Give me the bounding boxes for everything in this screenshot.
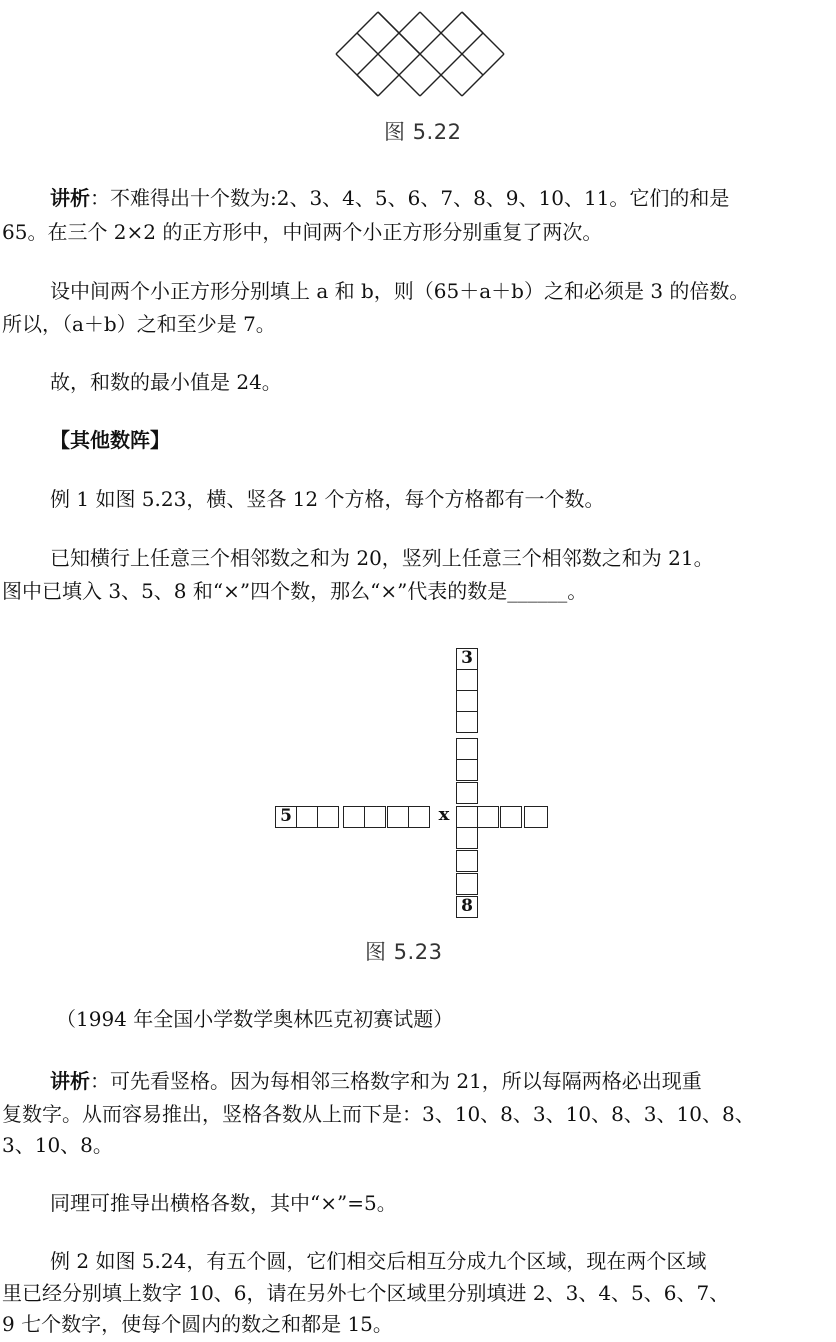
grid-cell [343,806,365,828]
grid-cell [524,806,548,828]
grid-cell [296,806,318,828]
grid-cell-bottom: 8 [456,896,478,918]
analysis-2-line-1 [2,1064,836,1098]
example-1-condition-line-2: 图中已填入 3、5、8 和“×”四个数，那么“×”代表的数是______。 [2,579,588,603]
grid-cell-cross: x [438,804,450,825]
source-note: （1994 年全国小学数学奥林匹克初赛试题） [56,1007,454,1031]
example-1-line: 例 1 如图 5.23，横、竖各 12 个方格，每个方格都有一个数。 [50,487,605,511]
example-2-line-3: 9 七个数字，使每个圆内的数之和都是 15。 [2,1312,393,1336]
grid-cell [456,827,478,849]
figure-5-22-lattice [330,10,510,106]
grid-cell [317,806,339,828]
grid-cell [456,711,478,733]
grid-cell [456,690,478,712]
figure-5-22-caption: 图 5.22 [384,120,462,144]
grid-cell [456,759,478,781]
analysis-text-line-2: 65。在三个 2×2 的正方形中，中间两个小正方形分别重复了两次。 [2,220,603,244]
section-heading: 【其他数阵】 [50,428,170,452]
example-2-line-2: 里已经分别填上数字 10、6，请在另外七个区域里分别填进 2、3、4、5、6、7、 [2,1281,730,1305]
grid-cell [456,669,478,691]
grid-cell-top: 3 [456,648,478,670]
example-2-line-1: 例 2 如图 5.24，有五个圆，它们相交后相互分成九个区域，现在两个区域 [50,1249,707,1273]
grid-cell [456,738,478,760]
conclusion-line: 故，和数的最小值是 24。 [50,370,282,394]
analysis-paragraph-1 [2,181,836,215]
paragraph-2-line-2: 所以，（a＋b）之和至少是 7。 [2,312,276,336]
grid-cell [408,806,430,828]
grid-cell-left: 5 [275,806,297,828]
analysis-2-conclusion: 同理可推导出横格各数，其中“×”=5。 [50,1191,397,1215]
grid-cell-center [456,806,478,828]
analysis-text-line-1: ：不难得出十个数为:2、3、4、5、6、7、8、9、10、11。它们的和是 [90,186,730,210]
grid-cell [456,873,478,895]
grid-cell [500,806,522,828]
example-1-condition-line-1: 已知横行上任意三个相邻数之和为 20，竖列上任意三个相邻数之和为 21。 [50,546,714,570]
grid-cell [456,782,478,804]
grid-cell [477,806,499,828]
analysis-label: 讲析 [50,186,90,210]
paragraph-2-line-1: 设中间两个小正方形分别填上 a 和 b，则（65＋a＋b）之和必须是 3 的倍数。 [50,279,750,303]
grid-cell [364,806,386,828]
figure-5-23-caption: 图 5.23 [365,940,443,964]
analysis-2-text: ：可先看竖格。因为每相邻三格数字和为 21，所以每隔两格必出现重 [90,1069,702,1093]
analysis-2-line-2: 复数字。从而容易推出，竖格各数从上而下是：3、10、8、3、10、8、3、10、8、 [2,1102,755,1126]
analysis-2-line-3: 3、10、8。 [2,1133,113,1157]
grid-cell [456,850,478,872]
analysis-label: 讲析 [50,1069,90,1093]
grid-cell [387,806,409,828]
